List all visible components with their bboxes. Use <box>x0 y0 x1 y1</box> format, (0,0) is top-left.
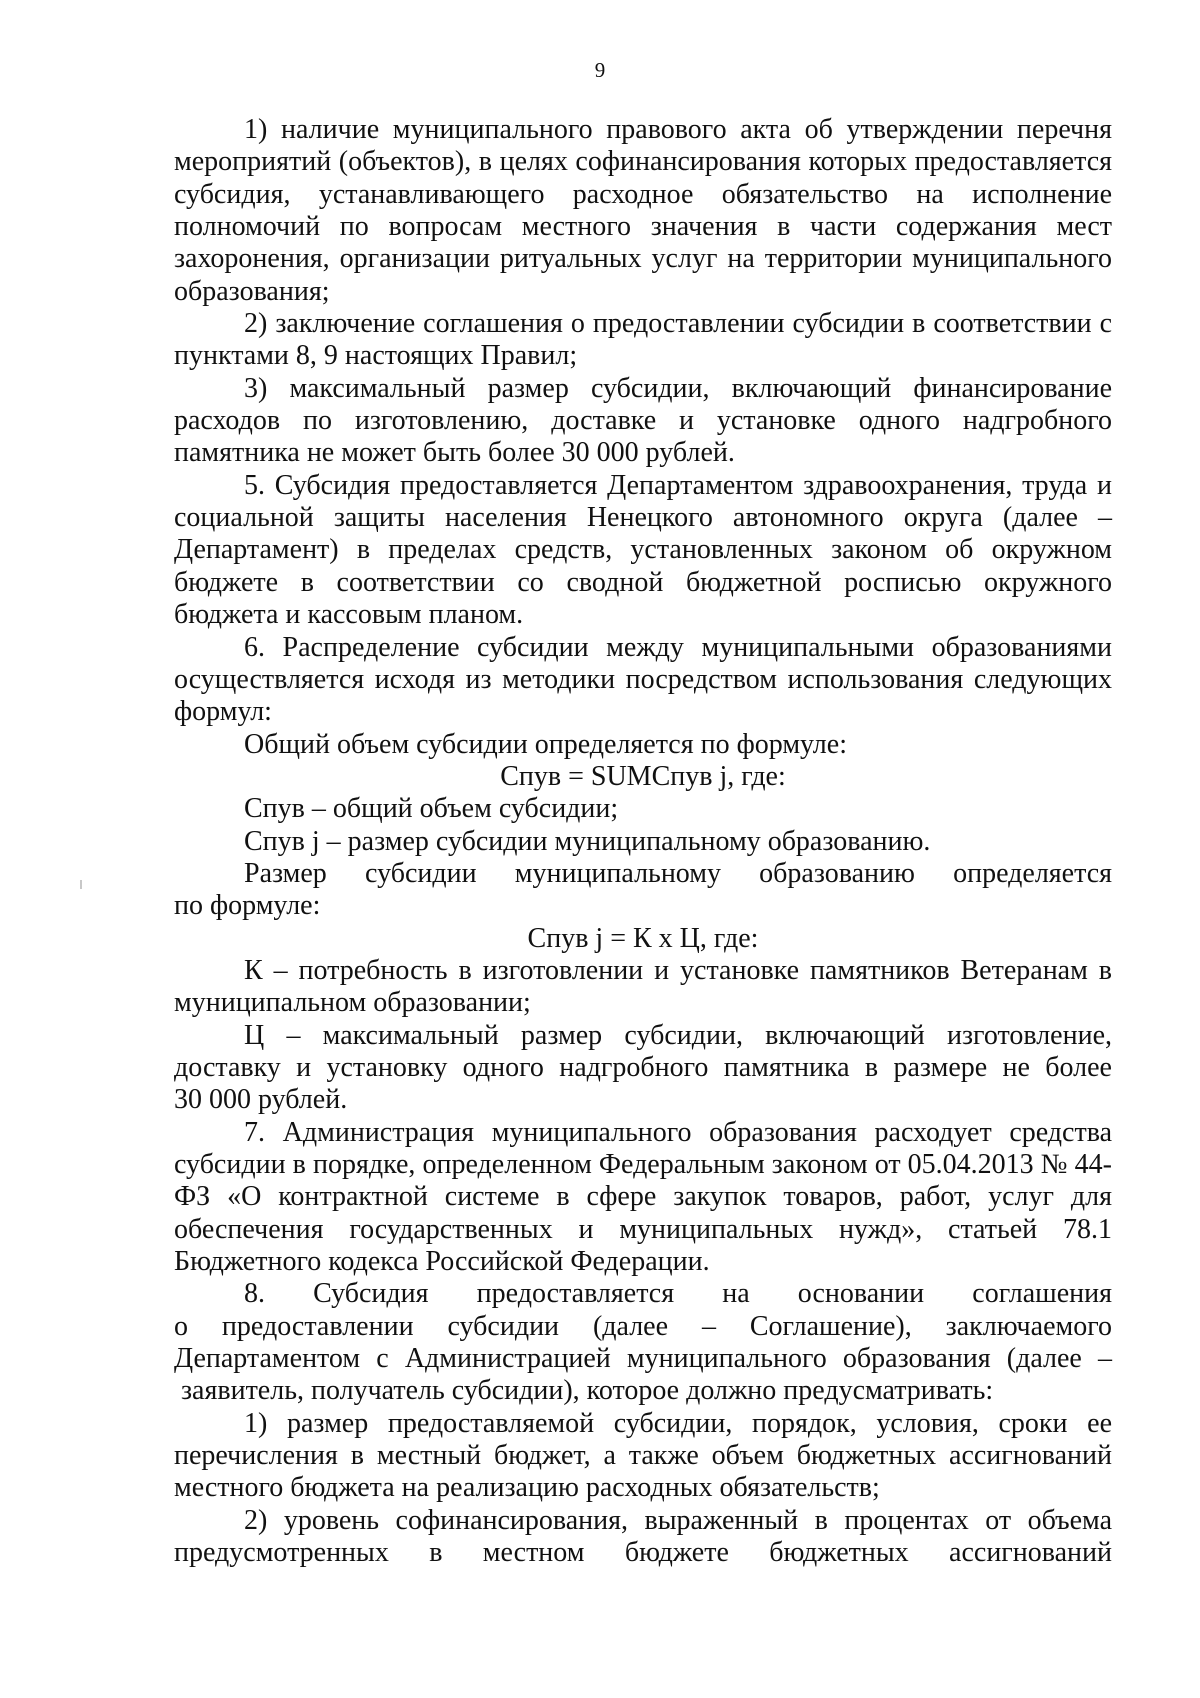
paragraph-item-3: 3) максимальный размер субсидии, включающий финансирование расходов по изготовлению, доставке и установке одного надгробного памятника не может быть более 30 000 рублей. <box>174 372 1112 469</box>
formula-definition-spuv-j: Спув j – размер субсидии муниципальному образованию. <box>244 825 931 857</box>
paragraph-section-6: 6. Распределение субсидии между муниципальными образованиями осуществляется исходя из методики посредством использования следующих формул: <box>174 631 1112 728</box>
formula-intro-total: Общий объем субсидии определяется по формуле: <box>244 728 847 760</box>
paragraph-item-1: 1) наличие муниципального правового акта об утверждении перечня мероприятий (объектов), в целях софинансирования которых предоставляется субсидия, устанавливающего расходное обязательство на исполнение полномочий по вопросам местного значения в части содержания мест захоронения, организации ритуальных услуг на территории муниципального образования; <box>174 114 1112 307</box>
paragraph-section-8: 8. Субсидия предоставляется на основании соглашения о предоставлении субсидии (далее – Соглашение), заключаемого Департаментом с Администрацией муниципального образования (далее – заявитель, получатель субсидии), которое должно предусматривать: <box>174 1278 1112 1407</box>
formula-municipal-subsidy: Спув j = К х Ц, где: <box>527 922 759 954</box>
paragraph-section-5: 5. Субсидия предоставляется Департаментом здравоохранения, труда и социальной защиты населения Ненецкого автономного округа (далее – Департамент) в пределах средств, установленных законом об окружном бюджете в соответствии со сводной бюджетной росписью окружного бюджета и кассовым планом. <box>174 469 1112 631</box>
formula-total-subsidy: Спув = SUMСпув j, где: <box>500 760 786 792</box>
paragraph-section-7: 7. Администрация муниципального образования расходует средства субсидии в порядке, определенном Федеральным законом от 05.04.2013 № 44-ФЗ «О контрактной системе в сфере закупок товаров, работ, услуг для обеспечения государственных и муниципальных нужд», статьей 78.1 Бюджетного кодекса Российской Федерации. <box>174 1116 1112 1278</box>
paragraph-item-8-2: 2) уровень софинансирования, выраженный в процентах от объема предусмотренных в местном бюджете бюджетных ассигнований <box>174 1504 1112 1569</box>
formula-definition-c: Ц – максимальный размер субсидии, включающий изготовление, доставку и установку одного надгробного памятника в размере не более 30 000 рублей. <box>174 1019 1112 1116</box>
formula-intro-municipal: Размер субсидии муниципальному образованию определяется по формуле: <box>174 857 1112 922</box>
scan-margin-mark <box>80 880 82 889</box>
formula-definition-spuv: Спув – общий объем субсидии; <box>244 793 619 825</box>
paragraph-item-2: 2) заключение соглашения о предоставлении субсидии в соответствии с пунктами 8, 9 настоящих Правил; <box>174 308 1112 372</box>
paragraph-item-8-1: 1) размер предоставляемой субсидии, порядок, условия, сроки ее перечисления в местный бюджет, а также объем бюджетных ассигнований местного бюджета на реализацию расходных обязательств; <box>174 1407 1112 1504</box>
formula-definition-k: К – потребность в изготовлении и установке памятников Ветеранам в муниципальном образовании; <box>174 954 1112 1019</box>
page-number: 9 <box>594 58 606 82</box>
document-body <box>174 114 1112 1569</box>
